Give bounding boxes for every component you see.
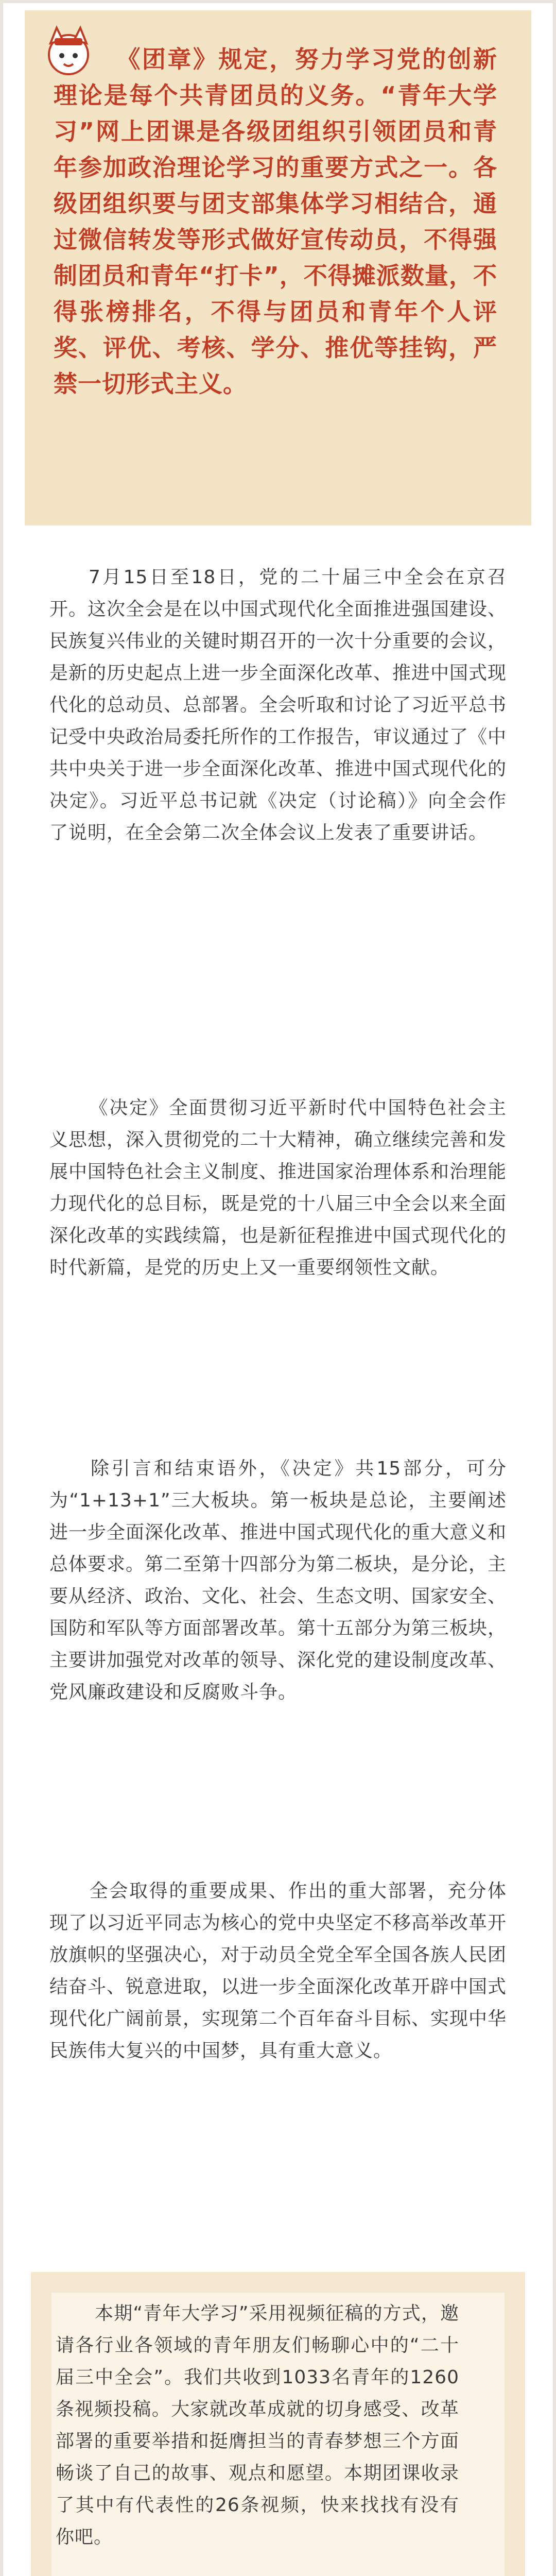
notice-text: 《团章》规定，努力学习党的创新理论是每个共青团员的义务。“青年大学习”网上团课是各级团组织引领团员和青年参加政治理论学习的重要方式之一。各级团组织要与团支部集体学习相结合，通过微信转发等形式做好宣传动员，不得强制团员和青年“打卡”，不得摊派数量，不得张榜排名，不得与团员和青年个人评奖、评优、考核、学分、推优等挂钩，严禁一切形式主义。 — [54, 45, 497, 398]
article-paragraph-3: 除引言和结束语外，《决定》共15部分，可分为“1+13+1”三大板块。第一板块是总论，主要阐述进一步全面深化改革、推进中国式现代化的重大意义和总体要求。第二至第十四部分为第二板块，是分论，主要从经济、政治、文化、社会、生态文明、国家安全、国防和军队等方面部署改革。第十五部分为第三板块，主要讲加强党对改革的领导、深化党的建设制度改革、党风廉政建设和反腐败斗争。 — [49, 1458, 507, 1703]
highlight-box — [31, 2272, 525, 2576]
article-paragraph-2: 《决定》全面贯彻习近平新时代中国特色社会主义思想，深入贯彻党的二十大精神，确立继续完善和发展中国特色社会主义制度、推进国家治理体系和治理能力现代化的总目标，既是党的十八届三中全会以来全面深化改革的实践续篇，也是新征程推进中国式现代化的时代新篇，是党的历史上又一重要纲领性文献。 — [49, 1097, 507, 1278]
mascot-icon — [40, 24, 97, 80]
article-paragraph-1: 7月15日至18日，党的二十届三中全会在京召开。这次全会是在以中国式现代化全面推进强国建设、民族复兴伟业的关键时期召开的一次十分重要的会议，是新的历史起点上进一步全面深化改革、推进中国式现代化的总动员、总部署。全会听取和讨论了习近平总书记受中央政治局委托所作的工作报告，审议通过了《中共中央关于进一步全面深化改革、推进中国式现代化的决定》。习近平总书记就《决定（讨论稿）》向全会作了说明，在全会第二次全体会议上发表了重要讲话。 — [49, 567, 507, 843]
highlight-text: 本期“青年大学习”采用视频征稿的方式，邀请各行业各领域的青年朋友们畅聊心中的“二十届三中全会”。我们共收到1033名青年的1260条视频投稿。大家就改革成就的切身感受、改革部署的重要举措和挺膺担当的青春梦想三个方面畅谈了自己的故事、观点和愿望。本期团课收录了其中有代表性的26条视频，快来找找有没有你吧。 — [56, 2303, 459, 2548]
article-paragraph-4: 全会取得的重要成果、作出的重大部署，充分体现了以习近平同志为核心的党中央坚定不移高举改革开放旗帜的坚强决心，对于动员全党全军全国各族人民团结奋斗、锐意进取，以进一步全面深化改革开辟中国式现代化广阔前景，实现第二个百年奋斗目标、实现中华民族伟大复兴的中国梦，具有重大意义。 — [49, 1880, 507, 2061]
notice-box — [25, 10, 531, 526]
